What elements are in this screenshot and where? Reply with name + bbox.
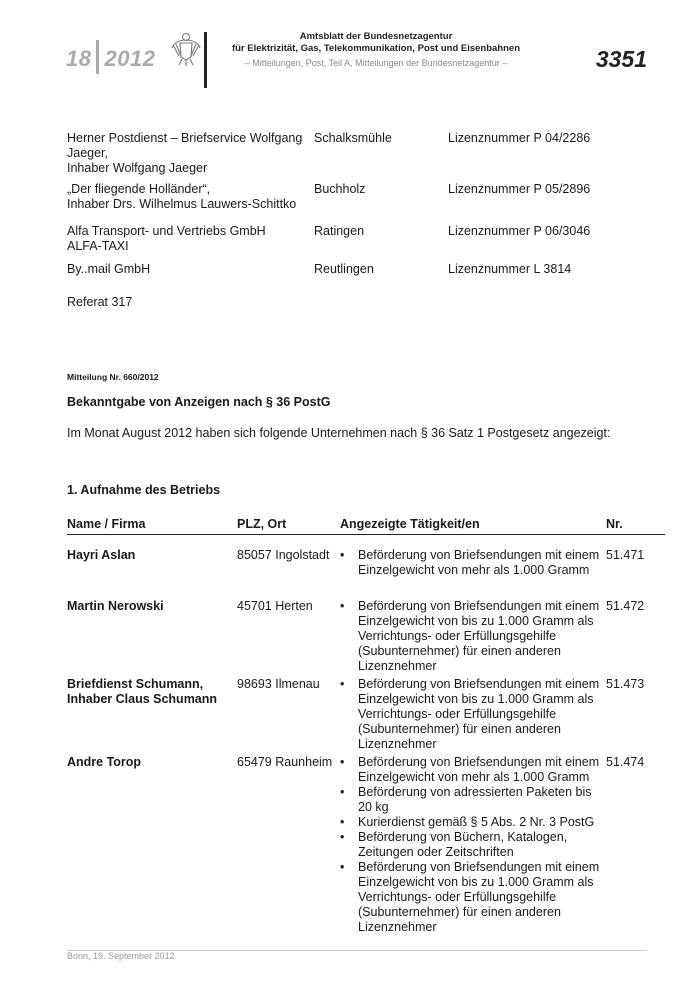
page-number: 3351 xyxy=(595,46,647,72)
company-location: 85057 Ingolstadt xyxy=(237,548,330,562)
activity-item: • Beförderung von Briefsendungen mit einem Einzelgewicht von bis zu 1.000 Gramm als Verrichtungs- oder Erfüllungsgehilfe (Subunternehmer) für einen anderen Lizenznehmer xyxy=(340,599,602,674)
column-header-activity: Angezeigte Tätigkeit/en xyxy=(340,517,480,531)
license-city: Schalksmühle xyxy=(314,131,392,145)
issue-number: 18 2012 xyxy=(66,46,155,74)
column-header-name: Name / Firma xyxy=(67,517,146,531)
registration-number: 51.474 xyxy=(606,755,645,769)
company-name: Briefdienst Schumann, Inhaber Claus Schumann xyxy=(67,677,218,706)
company-name: Andre Torop xyxy=(67,755,142,769)
activity-item: • Beförderung von Briefsendungen mit einem Einzelgewicht von mehr als 1.000 Gramm xyxy=(340,755,602,785)
license-number: Lizenznummer P 04/2286 xyxy=(448,131,591,145)
header-divider xyxy=(204,32,207,88)
license-holder: By..mail GmbH xyxy=(67,262,151,276)
notice-heading: Bekanntgabe von Anzeigen nach § 36 PostG xyxy=(67,395,331,409)
column-header-plz: PLZ, Ort xyxy=(237,517,287,531)
company-location: 65479 Raunheim xyxy=(237,755,333,769)
activity-item: • Beförderung von adressierten Paketen bis 20 kg xyxy=(340,785,602,815)
section-title: 1. Aufnahme des Betriebs xyxy=(67,483,221,497)
table-header xyxy=(67,517,665,535)
license-number: Lizenznummer P 05/2896 xyxy=(448,182,591,196)
journal-title: Amtsblatt der Bundesnetzagentur für Elektrizität, Gas, Telekommunikation, Post und Eisenbahnen xyxy=(231,31,521,54)
activity-item: • Kurierdienst gemäß § 5 Abs. 2 Nr. 3 PostG xyxy=(340,815,602,830)
registration-number: 51.472 xyxy=(606,599,645,613)
federal-eagle-icon xyxy=(170,30,202,68)
activity-list xyxy=(340,599,602,674)
activity-list xyxy=(340,677,602,752)
company-location: 98693 Ilmenau xyxy=(237,677,320,691)
activity-item: • Beförderung von Briefsendungen mit einem Einzelgewicht von mehr als 1.000 Gramm xyxy=(340,548,602,578)
license-number: Lizenznummer L 3814 xyxy=(448,262,572,276)
license-holder: „Der fliegende Holländer“, Inhaber Drs. Wilhelmus Lauwers-Schittko xyxy=(67,182,297,211)
activity-item: • Beförderung von Büchern, Katalogen, Zeitungen oder Zeitschriften xyxy=(340,830,602,860)
company-location: 45701 Herten xyxy=(237,599,313,613)
company-name: Hayri Aslan xyxy=(67,548,136,562)
registration-number: 51.473 xyxy=(606,677,645,691)
registration-number: 51.471 xyxy=(606,548,645,562)
company-name: Martin Nerowski xyxy=(67,599,164,613)
activity-list xyxy=(340,548,602,578)
footer-date: Bonn, 19. September 2012 xyxy=(67,951,175,961)
journal-subtitle: – Mitteilungen, Post, Teil A, Mitteilungen der Bundesnetzagentur – xyxy=(244,58,508,68)
license-city: Reutlingen xyxy=(314,262,374,276)
notice-number: Mitteilung Nr. 660/2012 xyxy=(67,372,159,382)
notice-intro: Im Monat August 2012 haben sich folgende Unternehmen nach § 36 Satz 1 Postgesetz angezeigt: xyxy=(67,426,611,440)
column-header-nr: Nr. xyxy=(606,517,623,531)
activity-item: • Beförderung von Briefsendungen mit einem Einzelgewicht von bis zu 1.000 Gramm als Verrichtungs- oder Erfüllungsgehilfe (Subunternehmer) für einen anderen Lizenznehmer xyxy=(340,677,602,752)
license-city: Ratingen xyxy=(314,224,365,238)
license-city: Buchholz xyxy=(314,182,366,196)
activity-item: • Beförderung von Briefsendungen mit einem Einzelgewicht von bis zu 1.000 Gramm als Verrichtungs- oder Erfüllungsgehilfe (Subunternehmer) für einen anderen Lizenznehmer xyxy=(340,860,602,935)
license-number: Lizenznummer P 06/3046 xyxy=(448,224,591,238)
referat: Referat 317 xyxy=(67,295,133,309)
activity-list xyxy=(340,755,602,935)
license-holder: Herner Postdienst – Briefservice Wolfgang Jaeger, Inhaber Wolfgang Jaeger xyxy=(67,131,303,175)
license-holder: Alfa Transport- und Vertriebs GmbH ALFA-TAXI xyxy=(67,224,266,253)
